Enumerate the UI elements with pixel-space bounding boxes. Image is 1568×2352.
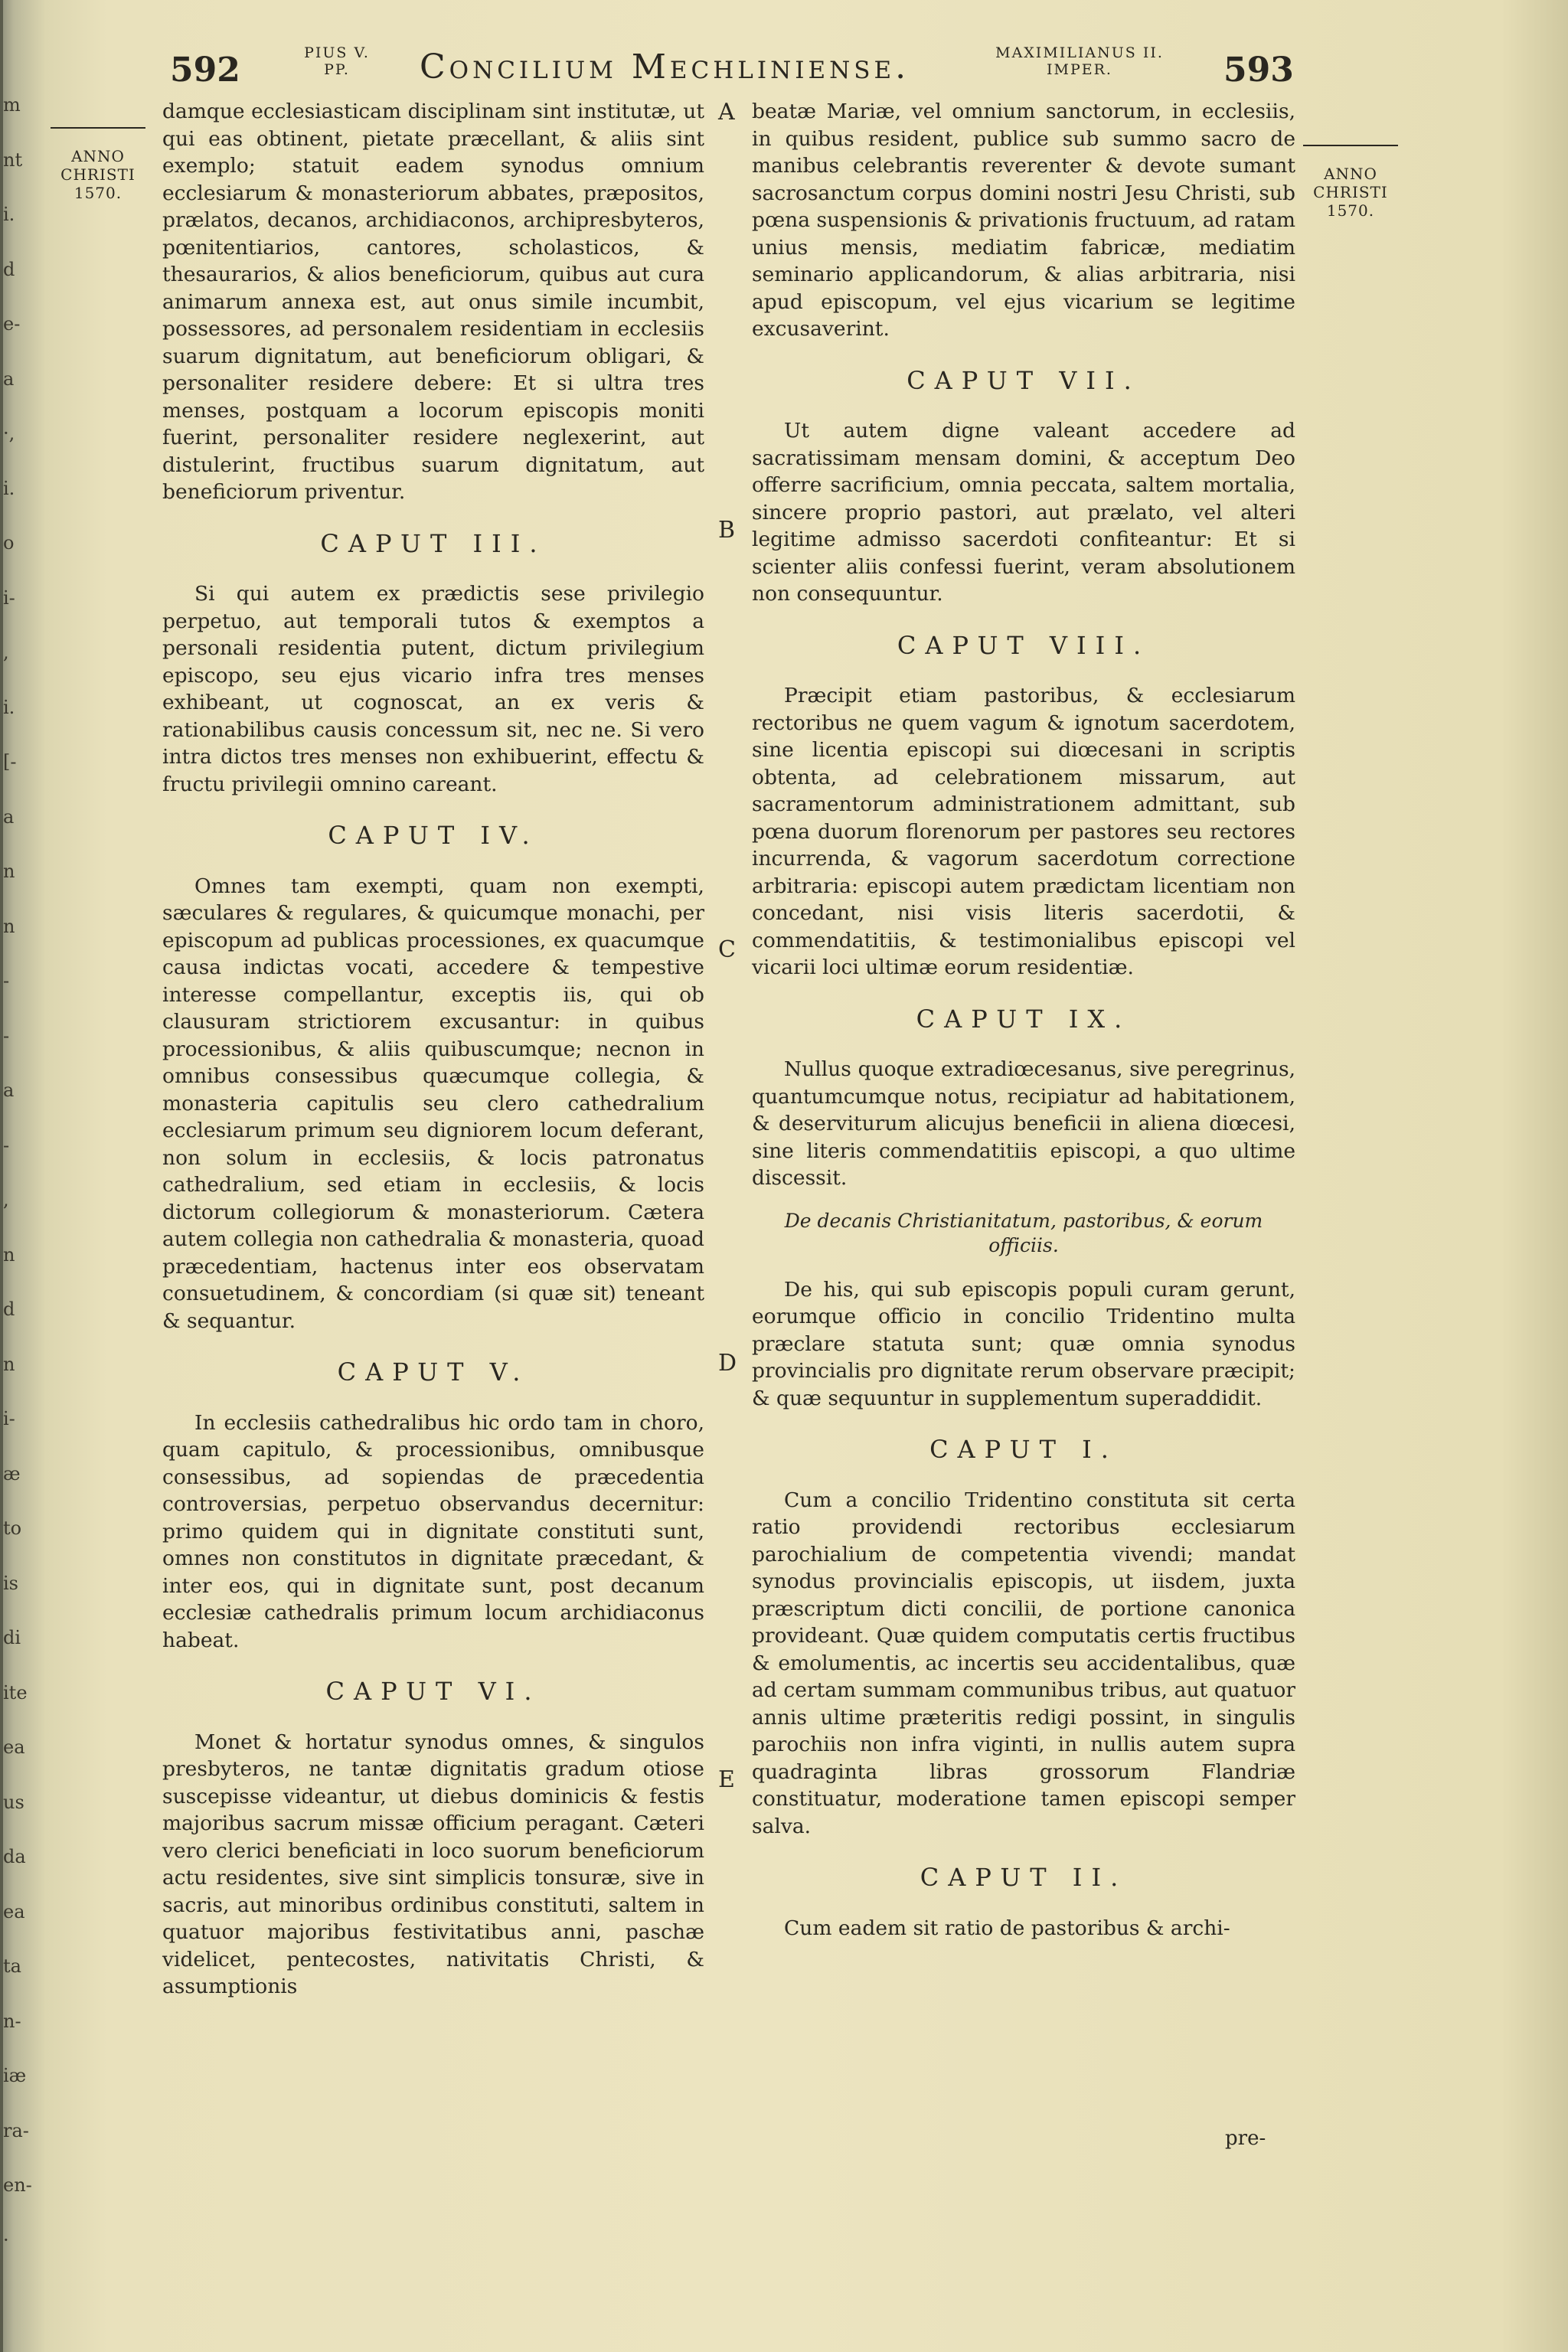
- edge-fragment: n-: [3, 2011, 21, 2032]
- paragraph: Præcipit etiam pastoribus, & ecclesiarum rectoribus ne quem vagum & ignotum sacerdotem, sine licentia episcopi sui diœcesani in scriptis obtenta, ad celebrationem missarum, aut sacramentorum administrationem admittant, sub pœna duorum florenorum per pastores seu rectores incurrenda, & vagorum sacerdotum correctione arbitraria: episcopi autem prædictam licentiam non concedant, nisi visis literis sacerdotii, & commendatitiis, & testimonialibus episcopi vel vicarii loci ultimæ eorum residentiæ.: [752, 684, 1295, 979]
- edge-fragment: ·: [3, 2230, 9, 2251]
- edge-fragment: da: [3, 1846, 26, 1867]
- edge-fragment: æ: [3, 1463, 21, 1485]
- margin-rule: [1303, 145, 1398, 146]
- edge-fragment: -: [3, 1025, 10, 1047]
- paragraph: damque ecclesiasticam disciplinam sint institutæ, ut qui eas obtinent, pietate præcellant, & aliis sint exemplo; statuit eadem synodus omnium ecclesiarum & monasteriorum abbates, præpositos, prælatos, decanos, archidiaconos, archipresbyteros, pœnitentiarios, cantores, scholasticos, & thesaurarios, & alios beneficiorum, quibus aut cura animarum annexa est, aut onus simile incumbit, possessores, ad personalem residentiam in ecclesiis suarum dignitatum, aut beneficiorum obligari, & personaliter residere debere: Et si ultra tres menses, postquam a locorum episcopis moniti fuerint, personaliter residere neglexerint, aut distulerint, fructibus suarum dignitatum, aut beneficiorum priventur.: [162, 100, 704, 504]
- edge-fragment: ,: [3, 642, 9, 663]
- edge-fragment: n: [3, 916, 15, 937]
- chapter-heading: CAPUT VII.: [906, 365, 1141, 395]
- edge-fragment: is: [3, 1573, 18, 1594]
- margin-note-left-text: ANNO CHRISTI 1570.: [60, 147, 136, 202]
- running-head-emperor: MAXIMILIANUS II. IMPER.: [995, 44, 1164, 78]
- edge-fragment: d: [3, 259, 15, 280]
- edge-fragment: i.: [3, 478, 15, 499]
- edge-fragment: d: [3, 1298, 15, 1320]
- paragraph: Omnes tam exempti, quam non exempti, sæculares & regulares, & quicumque monachi, per episcopum ad publicas processiones, ex quacumque causa indictas vocati, accedere & tempestive interesse compellantur, exceptis iis, qui ob clausuram strictiorem excusantur: in quibus processionibus, & aliis quibuscumque; necnon in omnibus consessibus quæcumque collegia, & monasteria capitulis seu clero cathedralium ecclesiarum primum seu digniorem locum deferant, non solum in ecclesiis, & locis patronatus cathedralium, sed etiam in ecclesiis, & locis dictorum collegiorum & monasteriorum. Cætera autem collegia non cathedralia & monasteria, quoad præcedentiam, hactenus inter eos observatam consuetudinem, & concordiam (si quæ sit) teneant & sequantur.: [162, 874, 704, 1333]
- edge-fragment: e-: [3, 313, 21, 335]
- margin-note-right: [1303, 126, 1398, 238]
- margin-rule: [51, 127, 145, 129]
- edge-fragment: ra-: [3, 2120, 29, 2141]
- edge-fragment: iæ: [3, 2065, 27, 2086]
- running-head-pope: PIUS V. PP.: [304, 44, 370, 78]
- margin-note-right-text: ANNO CHRISTI 1570.: [1313, 165, 1388, 220]
- section-letter-e: E: [718, 1766, 735, 1793]
- edge-fragment: a: [3, 368, 15, 390]
- left-column: [162, 98, 704, 2001]
- right-column: [752, 98, 1295, 1942]
- paragraph: Cum a concilio Tridentino constituta sit certa ratio providendi rectoribus ecclesiarum parochialium de competentia vivendi; mandat synodus provincialis episcopis, ut iisdem, juxta præscriptum dicti concilii, de portione canonica provideant. Quæ quidem computatis certis fructibus & emolumentis, ac incertis seu accidentalibus, quæ ad certam summam communibus tribus, aut quatuor annis ultime præteritis redigi possint, in singulis parochiis non infra viginti, in nullis autem supra quadraginta libras grossorum Flandriæ constituatur, moderatione tamen episcopi semper salva.: [752, 1488, 1295, 1838]
- paragraph: Nullus quoque extradiœcesanus, sive peregrinus, quantumcumque notus, recipiatur ad habitationem, & deserviturum alicujus beneficii in aliena diœcesi, sine literis commendatitiis episcopi, a quo ultime discessit.: [752, 1057, 1295, 1190]
- chapter-heading: CAPUT II.: [920, 1863, 1128, 1892]
- edge-fragment: m: [3, 94, 21, 116]
- edge-fragment: ea: [3, 1736, 25, 1758]
- chapter-heading: CAPUT VIII.: [897, 630, 1151, 660]
- section-letter-d: D: [718, 1350, 737, 1377]
- paragraph: Monet & hortatur synodus omnes, & singulos presbyteros, ne tantæ dignitatis gradum otiose suscepisse videantur, ut diebus dominicis & festis majoribus sacrum missæ officium peragant. Cæteri vero clerici beneficiati in loco suorum beneficiorum actu residentes, sive sint simplicis tonsuræ, sive in sacris, aut minoribus ordinibus constituti, saltem in quatuor majoribus festivitatibus anni, paschæ videlicet, pentecostes, nativitatis Christi, & assumptionis: [162, 1730, 704, 1998]
- paragraph: Cum eadem sit ratio de pastoribus & archi-: [784, 1916, 1230, 1940]
- section-letter-c: C: [718, 936, 736, 963]
- edge-fragment: ,: [3, 1189, 9, 1210]
- edge-fragment: ea: [3, 1901, 25, 1922]
- running-title: Concilium Mechliniense.: [420, 47, 910, 87]
- edge-fragment: ite: [3, 1682, 28, 1704]
- edge-fragment: n: [3, 861, 15, 882]
- edge-fragment: n: [3, 1244, 15, 1266]
- edge-fragment: en-: [3, 2174, 32, 2196]
- edge-fragment: i-: [3, 1408, 15, 1429]
- chapter-heading: CAPUT IV.: [328, 821, 539, 850]
- paragraph: Ut autem digne valeant accedere ad sacratissimam mensam domini, & acceptum Deo offerre sacrificium, omnia peccata, saltem mortalia, sincere proprio pastori, aut prælato, vel alteri legitime admisso sacerdoti confiteantur: Et si scienter aliis confessi fuerint, veram absolutionem non consequuntur.: [752, 419, 1295, 606]
- edge-fragment: a: [3, 806, 15, 828]
- margin-note-left: [51, 109, 145, 220]
- chapter-heading: CAPUT IX.: [916, 1004, 1132, 1034]
- chapter-heading: CAPUT I.: [929, 1435, 1118, 1464]
- chapter-heading: CAPUT V.: [337, 1357, 530, 1387]
- edge-fragment: i.: [3, 697, 15, 718]
- paragraph: De his, qui sub episcopis populi curam gerunt, eorumque officio in concilio Tridentino multa præclare statuta sunt; quæ omnia synodus provincialis pro dignitate rerum observare præcipit; & quæ sequuntur in supplementum superaddidit.: [752, 1277, 1295, 1410]
- page-number-left: 592: [170, 51, 240, 90]
- section-letter-a: A: [718, 99, 735, 126]
- edge-fragment: a: [3, 1080, 15, 1101]
- chapter-heading: CAPUT III.: [320, 528, 547, 558]
- paragraph: Si qui autem ex prædictis sese privilegio perpetuo, aut temporali tutos & exemptos a personali residentia putent, dictum privilegium episcopo, seu ejus vicario infra tres menses exhibeant, ut cognoscat, an ex veris & rationabilibus causis concessum sit, nec ne. Si vero intra dictos tres menses non exhibuerint, effectu & fructu privilegii omnino careant.: [162, 582, 704, 796]
- paragraph: beatæ Mariæ, vel omnium sanctorum, in ecclesiis, in quibus resident, publice sub summo sacro de manibus celebrantis reverenter & devote sumant sacrosanctum corpus domini nostri Jesu Christi, sub pœna suspensionis & privationis fructuum, ad ratam unius mensis, mediatim fabricæ, mediatim seminario applicandorum, & alias arbitraria, nisi apud episcopum, vel ejus vicarium se legitime excusaverint.: [752, 100, 1295, 341]
- edge-fragment: nt: [3, 149, 23, 171]
- paragraph: In ecclesiis cathedralibus hic ordo tam in choro, quam capitulo, & processionibus, omnibusque consessibus, ad sopiendas de præcedentia controversias, perpetuo observandus decernitur: primo quidem qui in dignitate constituti sunt, omnes non constitutos in dignitate præcedant, & inter eos, qui in dignitate sunt, post decanum ecclesiæ cathedralis primum locum archidiaconus habeat.: [162, 1410, 704, 1652]
- edge-fragment: -: [3, 1135, 10, 1156]
- edge-fragment: o: [3, 532, 15, 554]
- edge-fragment: i-: [3, 587, 15, 609]
- edge-fragment: -: [3, 970, 10, 991]
- catchword: pre-: [1225, 2127, 1266, 2150]
- edge-fragment: us: [3, 1792, 24, 1813]
- section-letter-b: B: [718, 517, 736, 544]
- edge-fragment: to: [3, 1517, 22, 1539]
- page-number-right: 593: [1223, 51, 1294, 90]
- edge-fragment: n: [3, 1354, 15, 1375]
- chapter-heading: CAPUT VI.: [325, 1677, 541, 1706]
- edge-fragment: di: [3, 1627, 21, 1648]
- facing-page-fragments: [0, 92, 32, 2297]
- edge-fragment: ·,: [3, 423, 15, 444]
- section-subheading: De decanis Christianitatum, pastoribus, & eorum officiis.: [784, 1209, 1263, 1256]
- edge-fragment: i.: [3, 204, 15, 225]
- edge-fragment: ta: [3, 1955, 21, 1977]
- edge-fragment: [-: [3, 751, 17, 773]
